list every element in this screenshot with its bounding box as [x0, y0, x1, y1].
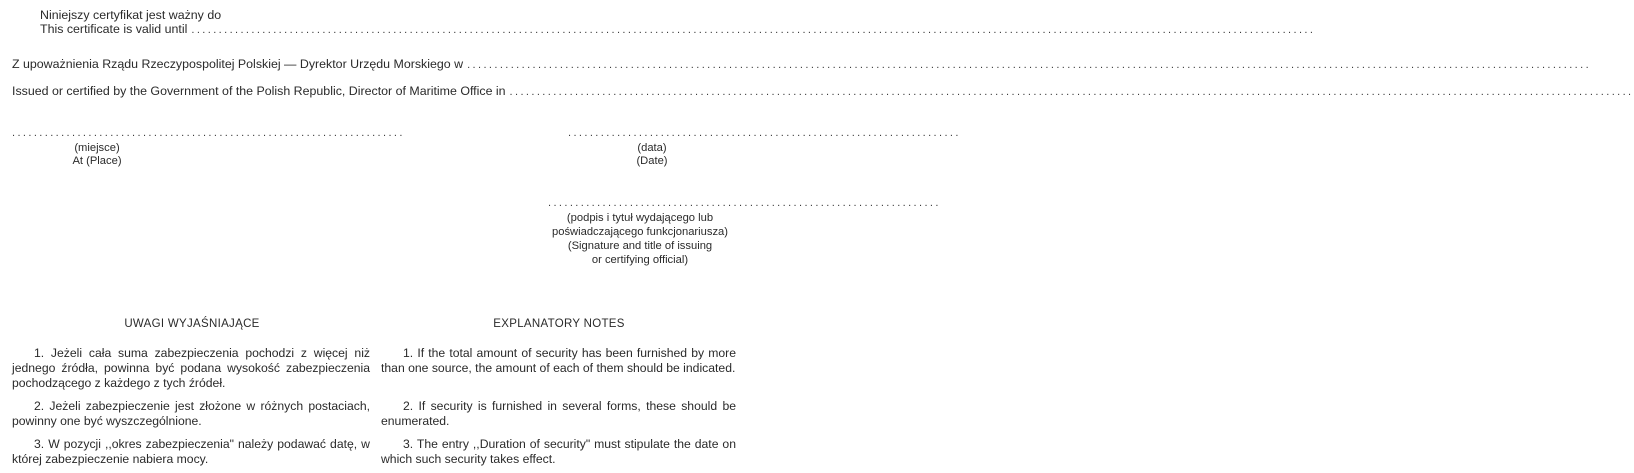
note-en-3: 3. The entry ,,Duration of security" must stipulate the date on which such security takes effect.: [381, 437, 736, 466]
maritime-office-field-en[interactable]: ..............................................................................................................................................................................................................: [509, 86, 1634, 98]
date-label-pl: (data): [637, 142, 667, 154]
authority-row-en: [12, 84, 1634, 99]
place-field[interactable]: ........................................................................: [12, 127, 405, 139]
signature-label-pl-1: (podpis i tytuł wydającego lub: [566, 212, 714, 224]
notes-heading-pl: UWAGI WYJAŚNIAJĄCE: [124, 318, 260, 330]
note-en-2: 2. If security is furnished in several forms, these should be enumerated.: [381, 399, 736, 428]
note-en-1: 1. If the total amount of security has been furnished by more than one source, the amount of each of them should be indicated.: [381, 346, 736, 375]
authority-row-pl: [12, 57, 1592, 72]
note-pl-2: 2. Jeżeli zabezpieczenie jest złożone w różnych postaciach, powinny one być wyszczególnione.: [12, 399, 370, 428]
signature-label-en-2: or certifying official): [591, 254, 689, 266]
signature-label-pl-2: poświadczającego funkcjonariusza): [552, 226, 728, 238]
signature-field[interactable]: ........................................................................: [548, 197, 941, 209]
validity-label-en: This certificate is valid until: [40, 22, 188, 36]
note-pl-3: 3. W pozycji ,,okres zabezpieczenia" należy podawać datę, w której zabezpieczenie nabiera mocy.: [12, 437, 370, 466]
place-label-pl: (miejsce): [74, 142, 120, 154]
validity-label-pl: Niniejszy certyfikat jest ważny do: [40, 8, 222, 22]
signature-label-en-1: (Signature and title of issuing: [567, 240, 713, 252]
validity-date-field[interactable]: ..............................................................................................................................................................................................................: [191, 24, 1316, 36]
place-label-en: At (Place): [72, 155, 122, 167]
notes-heading-en: EXPLANATORY NOTES: [493, 318, 625, 330]
authority-label-pl: Z upoważnienia Rządu Rzeczypospolitej Polskiej — Dyrektor Urzędu Morskiego w: [12, 57, 464, 71]
note-pl-1: 1. Jeżeli cała suma zabezpieczenia pochodzi z więcej niż jednego źródła, powinna być podana wysokość zabezpieczenia pochodzącego z każdego z tych źródeł.: [12, 346, 370, 390]
authority-label-en: Issued or certified by the Government of the Polish Republic, Director of Maritime Office in: [12, 84, 506, 98]
maritime-office-field[interactable]: ..............................................................................................................................................................................................................: [467, 59, 1592, 71]
validity-row: [40, 22, 1316, 37]
date-field[interactable]: ........................................................................: [568, 127, 961, 139]
date-label-en: (Date): [636, 155, 668, 167]
